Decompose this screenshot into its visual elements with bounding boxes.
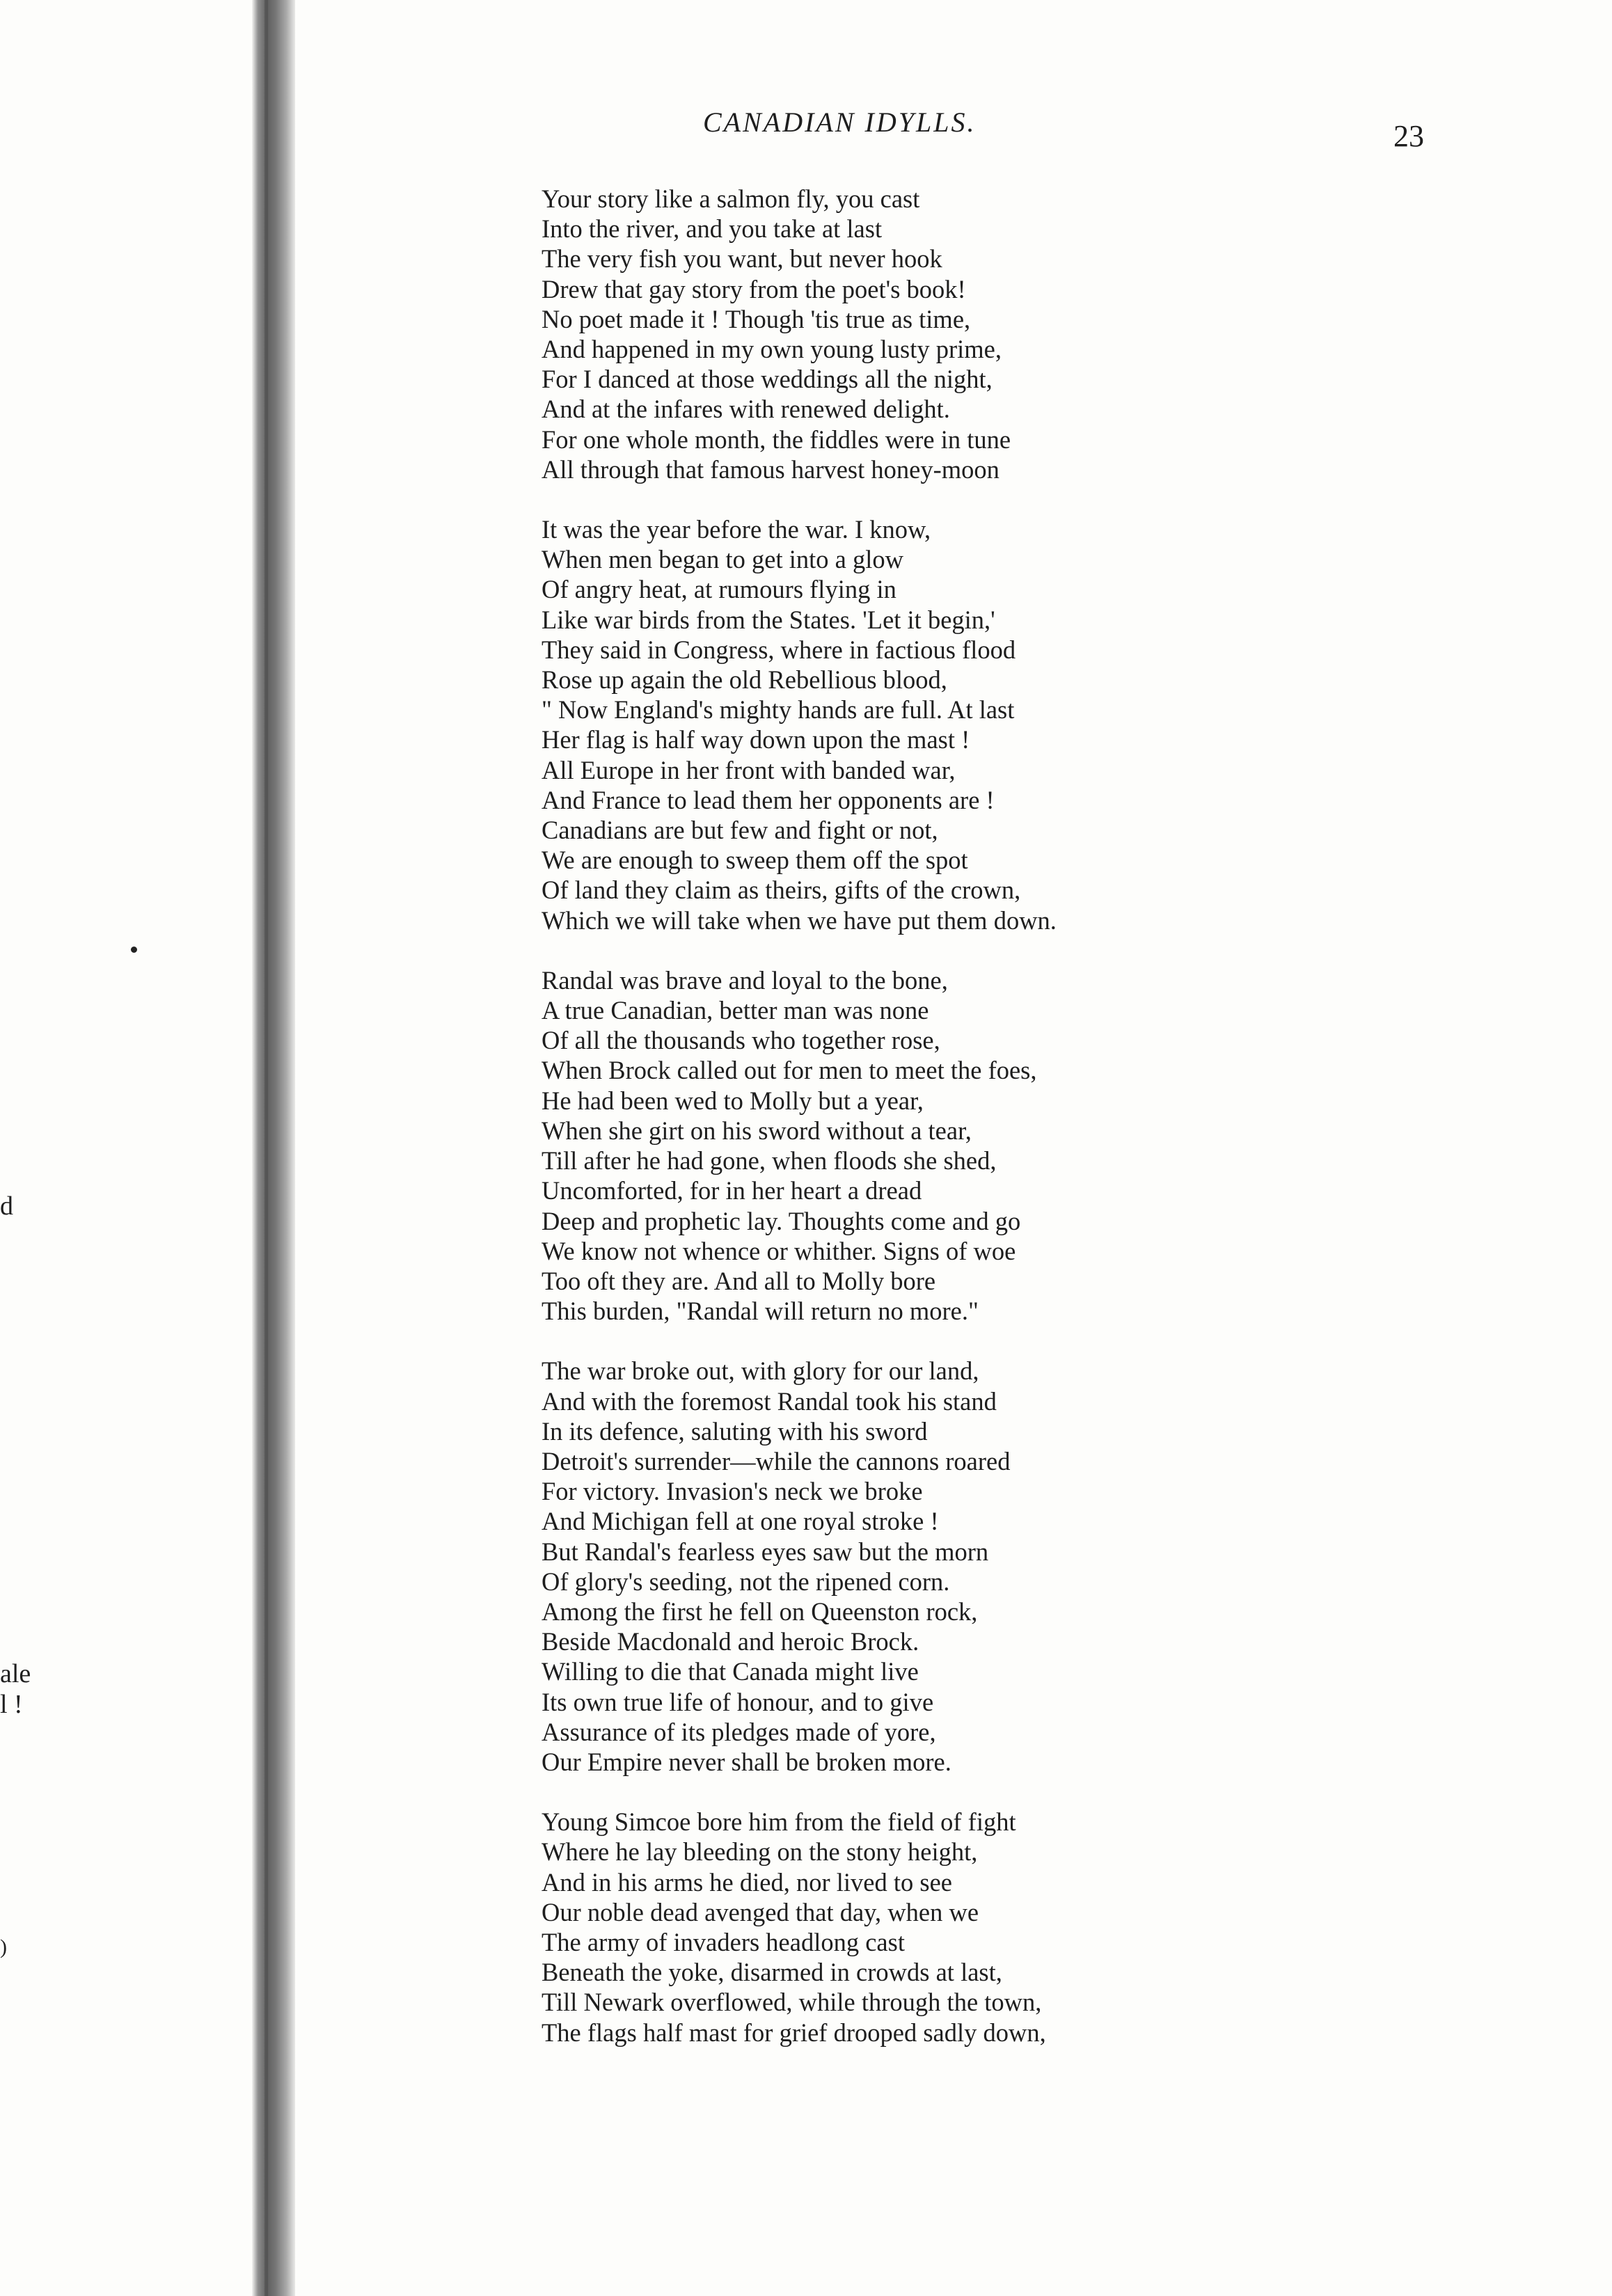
poem-line: And with the foremost Randal took his stand bbox=[542, 1386, 997, 1416]
poem-line: " Now England's mighty hands are full. At last bbox=[542, 695, 1015, 725]
poem-line: Of all the thousands who together rose, bbox=[542, 1026, 940, 1055]
poem-line: The very fish you want, but never hook bbox=[542, 244, 942, 274]
ink-speck bbox=[131, 947, 137, 953]
poem-line: Our noble dead avenged that day, when we bbox=[542, 1897, 979, 1926]
poem-line: A true Canadian, better man was none bbox=[542, 996, 929, 1025]
poem-line: Canadians are but few and fight or not, bbox=[542, 816, 938, 845]
margin-fragment: ) bbox=[0, 1935, 7, 1958]
poem-line: In its defence, saluting with his sword bbox=[542, 1416, 928, 1446]
poem-line: For victory. Invasion's neck we broke bbox=[542, 1477, 923, 1506]
poem-line: Which we will take when we have put them down. bbox=[542, 905, 1057, 935]
poem-line: And in his arms he died, nor lived to see bbox=[542, 1867, 952, 1897]
stanza bbox=[542, 1356, 1272, 1777]
poem-line: The war broke out, with glory for our land, bbox=[542, 1356, 979, 1386]
poem-line: It was the year before the war. I know, bbox=[542, 515, 931, 544]
poem-line: Beneath the yoke, disarmed in crowds at last, bbox=[542, 1958, 1002, 1987]
poem-line: Its own true life of honour, and to give bbox=[542, 1687, 934, 1716]
poem-line: No poet made it ! Though 'tis true as time, bbox=[542, 304, 971, 333]
poem-line: But Randal's fearless eyes saw but the morn bbox=[542, 1537, 989, 1566]
poem-line: Deep and prophetic lay. Thoughts come and go bbox=[542, 1206, 1021, 1235]
poem-line: Our Empire never shall be broken more. bbox=[542, 1747, 951, 1776]
poem-line: All through that famous harvest honey-moon bbox=[542, 454, 999, 484]
poem-line: We know not whence or whither. Signs of woe bbox=[542, 1236, 1016, 1265]
poem-line: Young Simcoe bore him from the field of fight bbox=[542, 1807, 1016, 1837]
poem-line: And France to lead them her opponents are ! bbox=[542, 785, 995, 814]
poem-line: Beside Macdonald and heroic Brock. bbox=[542, 1627, 919, 1656]
margin-fragment: ale bbox=[0, 1659, 31, 1688]
poem-line: Till Newark overflowed, while through the town, bbox=[542, 1988, 1042, 2017]
page-header bbox=[0, 106, 1612, 153]
poem-line: Into the river, and you take at last bbox=[542, 214, 883, 244]
poem-line: Of angry heat, at rumours flying in bbox=[542, 575, 896, 604]
poem-line: This burden, "Randal will return no more." bbox=[542, 1297, 979, 1326]
poem-line: We are enough to sweep them off the spot bbox=[542, 846, 968, 875]
binding-gutter-shadow bbox=[252, 0, 295, 2296]
poem-line: Uncomforted, for in her heart a dread bbox=[542, 1176, 922, 1205]
poem-line: Like war birds from the States. 'Let it begin,' bbox=[542, 605, 995, 634]
poem-line: Willing to die that Canada might live bbox=[542, 1657, 919, 1686]
poem-line: Her flag is half way down upon the mast ! bbox=[542, 725, 970, 754]
poem-line: When Brock called out for men to meet the foes, bbox=[542, 1056, 1037, 1085]
poem-line: When men began to get into a glow bbox=[542, 545, 903, 574]
poem-body bbox=[542, 184, 1272, 2077]
poem-line: And at the infares with renewed delight. bbox=[542, 395, 950, 424]
poem-line: Detroit's surrender—while the cannons roared bbox=[542, 1446, 1011, 1475]
margin-fragment: l ! bbox=[0, 1690, 23, 1719]
poem-line: Your story like a salmon fly, you cast bbox=[542, 184, 920, 213]
running-title: CANADIAN IDYLLS. bbox=[703, 106, 977, 138]
poem-line: All Europe in her front with banded war, bbox=[542, 755, 956, 784]
poem-line: The flags half mast for grief drooped sadly down, bbox=[542, 2018, 1046, 2047]
stanza bbox=[542, 1807, 1272, 2048]
poem-line: For one whole month, the fiddles were in tune bbox=[542, 425, 1011, 454]
page-number: 23 bbox=[1393, 119, 1424, 153]
poem-line: Of glory's seeding, not the ripened corn. bbox=[542, 1567, 950, 1596]
poem-line: Of land they claim as theirs, gifts of the crown, bbox=[542, 876, 1021, 905]
poem-line: When she girt on his sword without a tear, bbox=[542, 1116, 972, 1145]
poem-line: Among the first he fell on Queenston rock, bbox=[542, 1597, 978, 1626]
poem-line: For I danced at those weddings all the night, bbox=[542, 365, 993, 394]
poem-line: He had been wed to Molly but a year, bbox=[542, 1086, 924, 1115]
poem-line: The army of invaders headlong cast bbox=[542, 1927, 905, 1956]
stanza bbox=[542, 965, 1272, 1326]
poem-line: Drew that gay story from the poet's book! bbox=[542, 274, 966, 303]
stanza bbox=[542, 184, 1272, 484]
poem-line: And Michigan fell at one royal stroke ! bbox=[542, 1507, 939, 1536]
poem-line: And happened in my own young lusty prime, bbox=[542, 335, 1002, 364]
poem-line: Where he lay bleeding on the stony height, bbox=[542, 1837, 978, 1867]
margin-fragment: d bbox=[0, 1191, 13, 1221]
poem-line: Assurance of its pledges made of yore, bbox=[542, 1717, 936, 1746]
poem-line: Rose up again the old Rebellious blood, bbox=[542, 665, 947, 695]
poem-line: Too oft they are. And all to Molly bore bbox=[542, 1266, 936, 1295]
stanza bbox=[542, 514, 1272, 935]
poem-line: They said in Congress, where in factious flood bbox=[542, 635, 1016, 664]
poem-line: Randal was brave and loyal to the bone, bbox=[542, 965, 948, 995]
poem-line: Till after he had gone, when floods she shed, bbox=[542, 1146, 997, 1175]
